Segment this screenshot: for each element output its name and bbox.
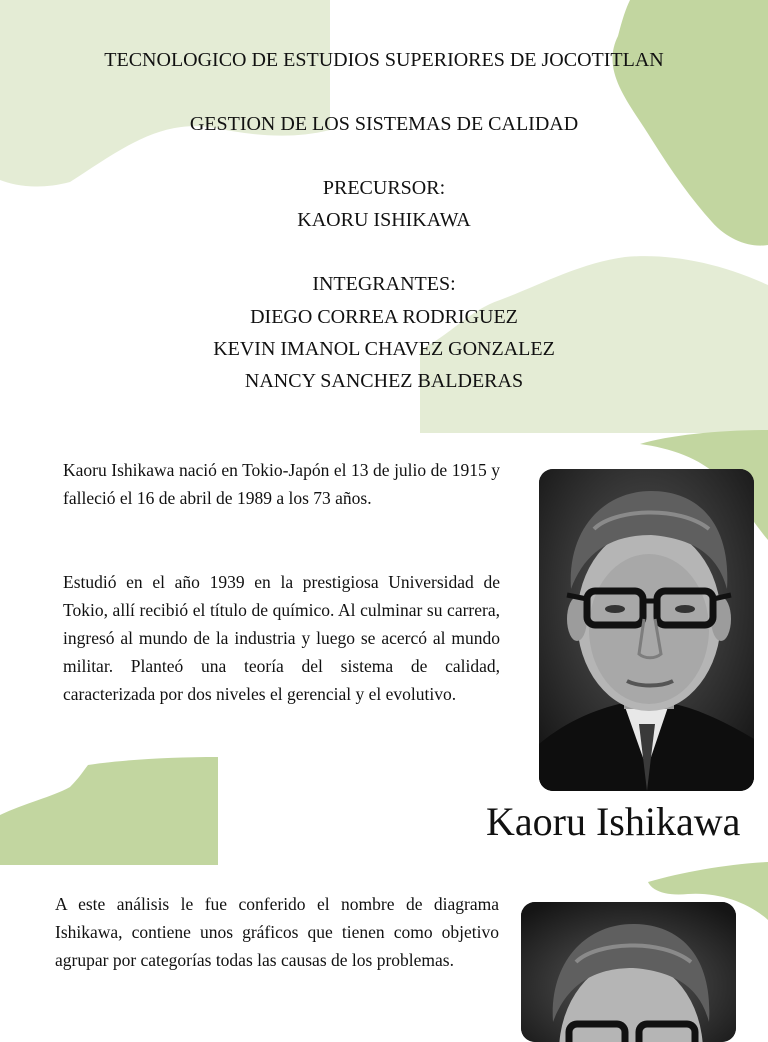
member-name: NANCY SANCHEZ BALDERAS: [244, 370, 524, 392]
precursor-label: PRECURSOR:: [322, 177, 446, 199]
portrait-illustration: [539, 469, 754, 791]
portrait-caption: Kaoru Ishikawa: [486, 799, 741, 844]
member-name: DIEGO CORREA RODRIGUEZ: [250, 306, 518, 328]
biography-paragraph-career: Estudió en el año 1939 en la prestigiosa Universidad de Tokio, allí recibió el título de químico. Al culminar su carrera, ingresó al mundo de la industria y luego se acercó al mundo militar. Planteó una teoría del sistema de calidad, caracterizada por dos niveles el gerencial y el evolutivo.: [63, 572, 500, 704]
members-label: INTEGRANTES:: [312, 273, 456, 295]
diagram-paragraph: A este análisis le fue conferido el nombre de diagrama Ishikawa, contiene unos gráficos que tienen como objetivo agrupar por categorías todas las causas de los problemas.: [55, 894, 499, 970]
subject-title: GESTION DE LOS SISTEMAS DE CALIDAD: [189, 113, 579, 135]
biography-paragraph-birth: Kaoru Ishikawa nació en Tokio-Japón el 13 de julio de 1915 y falleció el 16 de abril de 1989 a los 73 años.: [63, 460, 500, 508]
portrait-photo-second: [521, 902, 736, 1042]
precursor-name: KAORU ISHIKAWA: [297, 209, 471, 231]
institution-name: TECNOLOGICO DE ESTUDIOS SUPERIORES DE JOCOTITLAN: [104, 49, 664, 71]
portrait-photo: [539, 469, 754, 791]
member-name: KEVIN IMANOL CHAVEZ GONZALEZ: [213, 338, 555, 360]
portrait-illustration-second: [521, 902, 736, 1042]
decorative-blob-top-left: [0, 0, 340, 190]
decorative-blob-bottom-left: [0, 755, 220, 867]
